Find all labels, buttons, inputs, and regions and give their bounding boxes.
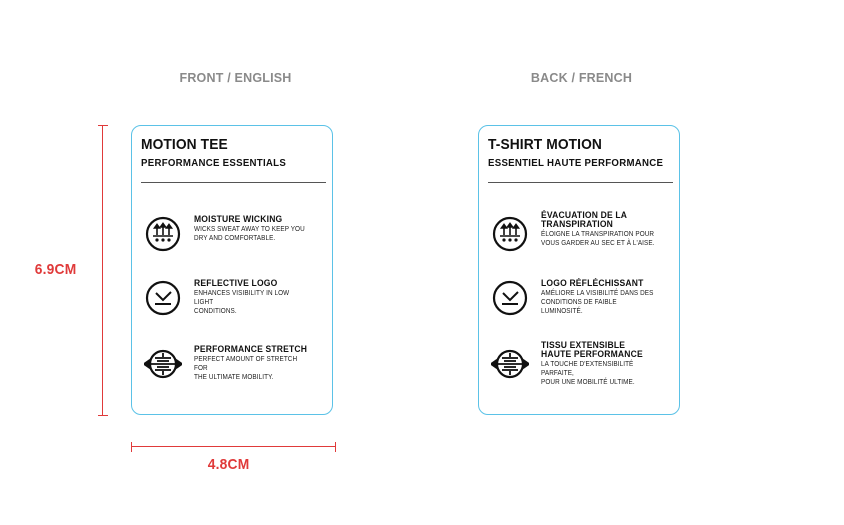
- reflective-logo-icon: [144, 279, 182, 317]
- front-subtitle: PERFORMANCE ESSENTIALS: [141, 157, 287, 169]
- moisture-wicking-icon: [491, 215, 529, 253]
- feature-desc: PERFECT AMOUNT OF STRETCH FOR THE ULTIMATE MOBILITY.: [194, 354, 298, 381]
- feature-desc: ÉLOIGNE LA TRANSPIRATION POUR VOUS GARDER AU SEC ET À L'AISE.: [541, 229, 655, 247]
- feature-desc: AMÉLIORE LA VISIBILITÉ DANS DES CONDITIONS DE FAIBLE LUMINOSITÉ.: [541, 288, 654, 315]
- front-heading: FRONT / ENGLISH: [179, 71, 292, 85]
- width-dimension-line: [131, 446, 336, 447]
- feature-desc: WICKS SWEAT AWAY TO KEEP YOU DRY AND COMFORTABLE.: [194, 224, 305, 242]
- back-heading: BACK / FRENCH: [530, 71, 633, 85]
- height-dimension-label: 6.9CM: [34, 261, 77, 278]
- feature-desc: ENHANCES VISIBILITY IN LOW LIGHT CONDITIONS.: [194, 288, 290, 315]
- back-divider: [488, 182, 673, 183]
- feature-title: TISSU EXTENSIBLE HAUTE PERFORMANCE: [541, 340, 643, 360]
- front-title: MOTION TEE: [141, 136, 228, 153]
- width-dimension-cap-right: [335, 442, 336, 452]
- performance-stretch-icon: [144, 345, 182, 383]
- feature-desc: LA TOUCHE D'EXTENSIBILITÉ PARFAITE, POUR UNE MOBILITÉ ULTIME.: [541, 359, 635, 386]
- width-dimension-cap-left: [131, 442, 132, 452]
- height-dimension-cap-top: [98, 125, 108, 126]
- reflective-logo-icon: [491, 279, 529, 317]
- feature-title: MOISTURE WICKING: [194, 214, 283, 225]
- performance-stretch-icon: [491, 345, 529, 383]
- height-dimension-cap-bottom: [98, 415, 108, 416]
- feature-title: REFLECTIVE LOGO: [194, 278, 278, 289]
- feature-title: PERFORMANCE STRETCH: [194, 344, 308, 355]
- front-divider: [141, 182, 326, 183]
- moisture-wicking-icon: [144, 215, 182, 253]
- back-label-card: [478, 125, 680, 415]
- front-label-card: [131, 125, 333, 415]
- width-dimension-label: 4.8CM: [207, 456, 250, 473]
- back-title: T-SHIRT MOTION: [488, 136, 602, 153]
- feature-title: LOGO RÉFLÉCHISSANT: [541, 278, 644, 289]
- back-subtitle: ESSENTIEL HAUTE PERFORMANCE: [488, 157, 664, 169]
- height-dimension-line: [102, 125, 103, 416]
- feature-title: ÉVACUATION DE LA TRANSPIRATION: [541, 210, 628, 230]
